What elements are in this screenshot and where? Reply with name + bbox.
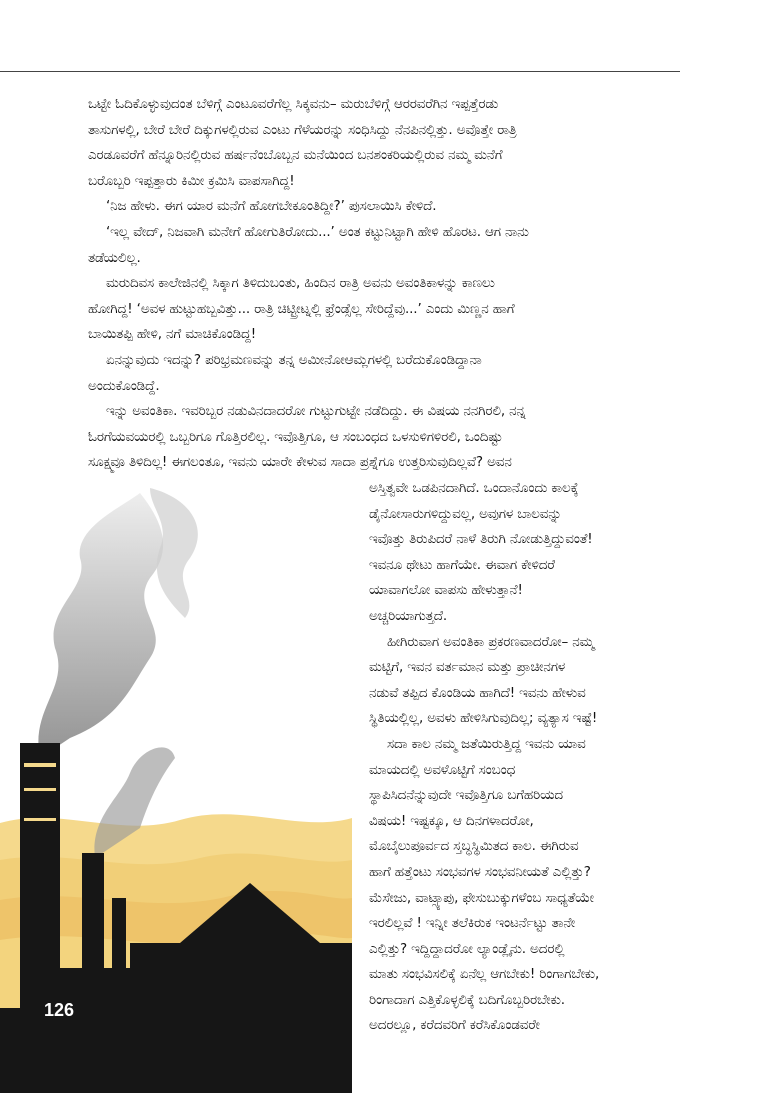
chimney-band xyxy=(24,763,56,767)
page-number: 126 xyxy=(44,1000,75,1020)
text-line: ಅಸ್ತಿತ್ವವೇ ಒಡಪಿನದಾಗಿದೆ. ಒಂದಾನೊಂದು ಕಾಲಕ್ಕೆ xyxy=(369,480,579,496)
text-line: ಮಾತು ಸಂಭವಿಸಲಿಕ್ಕೆ ಏನೆಲ್ಲ ಆಗಬೇಕು! ರಿಂಗಾಗಬೇಕು, xyxy=(369,966,600,983)
body-text-top xyxy=(88,92,529,476)
text-line: ಹೋಗಿದ್ದ! ‘ಅವಳ ಹುಟ್ಟುಹಬ್ಬವಿತ್ತು... ರಾತ್ರಿ ಚಿಟ್ಟ್ರೀಟ್ನಲ್ಲಿ ಫ್ರೆಂಡ್ಸೆಲ್ಲ ಸೇರಿದ್ದೆವು...’ ಎಂದು ಮಿಣ್ಣನ ಹಾಗೆ xyxy=(88,300,515,317)
chimney-band xyxy=(24,788,56,791)
text-line: ಎರಡೂವರೆಗೆ ಹೆನ್ನೂರಿನಲ್ಲಿರುವ ಹರ್ಷನೆಂಬೊಬ್ಬನ ಮನೆಯಿಂದ ಬನಶಂಕರಿಯಲ್ಲಿರುವ ನಮ್ಮ ಮನೆಗೆ xyxy=(88,147,503,164)
factory-building xyxy=(60,968,150,1093)
text-line: ‘ನಿಜ ಹೇಳು. ಈಗ ಯಾರ ಮನೆಗೆ ಹೋಗಬೇಕೂಂತಿದ್ದೀ?’ ಪುಸಲಾಯಿಸಿ ಕೇಳಿದೆ. xyxy=(106,198,437,215)
text-line: ತಾಸುಗಳಲ್ಲಿ, ಬೇರೆ ಬೇರೆ ದಿಕ್ಕುಗಳಲ್ಲಿರುವ ಎಂಟು ಗೆಳೆಯರನ್ನು ಸಂಧಿಸಿದ್ದು ನೆನಪಿನಲ್ಲಿತ್ತು. ಅವೊತ್ತೇ ರಾತ್ರಿ xyxy=(88,121,517,138)
text-line: ಮರುದಿವಸ ಕಾಲೇಜಿನಲ್ಲಿ ಸಿಕ್ಕಾಗ ತಿಳಿದುಬಂತು, ಹಿಂದಿನ ರಾತ್ರಿ ಅವನು ಅವಂತಿಕಾಳನ್ನು ಕಾಣಲು xyxy=(106,275,495,292)
text-line: ಅಂದುಕೊಂಡಿದ್ದೆ. xyxy=(88,377,160,394)
text-line: ವಿಷಯ! ಇಷ್ಟಕ್ಕೂ, ಆ ದಿನಗಳಾದರೋ, xyxy=(369,812,534,829)
body-text-right xyxy=(369,476,599,1039)
text-line: ಸದಾ ಕಾಲ ನಮ್ಮ ಜತೆಯಿರುತ್ತಿದ್ದ ಇವನು ಯಾವ xyxy=(387,735,586,752)
text-line: ಸ್ಥಾಪಿಸಿದನೆನ್ನುವುದೇ ಇವೊತ್ತಿಗೂ ಬಗೆಹರಿಯದ xyxy=(369,787,563,804)
text-line: ಅಚ್ಚರಿಯಾಗುತ್ತದೆ. xyxy=(369,607,448,624)
chimney-band xyxy=(24,818,56,821)
text-line: ಇನ್ನು ಅವಂತಿಕಾ. ಇವರಿಬ್ಬರ ನಡುವಿನದಾದರೋ ಗುಟ್ಟುಗುಟ್ಟೇ ನಡೆದಿದ್ದು. ಈ ವಿಷಯ ನನಗಿರಲಿ, ನನ್ನ xyxy=(106,403,526,420)
text-line: ನಡುವೆ ತಪ್ಪಿದ ಕೊಂಡಿಯ ಹಾಗಿದೆ! ಇವನು ಹೇಳುವ xyxy=(369,684,586,701)
text-line: ಯಾವಾಗಲೋ ವಾಪಸು ಹೇಳುತ್ತಾನೆ! xyxy=(369,582,523,599)
text-line: ತಡೆಯಲಿಲ್ಲ. xyxy=(88,249,141,266)
text-line: ಬರೊಬ್ಬರಿ ಇಪ್ಪತ್ತಾರು ಕಿಮೀ ಕ್ರಮಿಸಿ ವಾಪಸಾಗಿದ್ದ! xyxy=(88,172,295,189)
text-line: ಇವೊತ್ತು ತಿರುಪಿದರೆ ನಾಳೆ ತಿರುಗಿ ನೋಡುತ್ತಿದ್ದುವಂತೆ! xyxy=(369,531,593,548)
text-line: ಹಾಗೆ ಹತ್ತೆಂಟು ಸಂಭವಗಳ ಸಂಭವನೀಯತೆ ಎಲ್ಲಿತ್ತು? xyxy=(369,863,591,880)
smoke-plume xyxy=(38,493,163,758)
text-line: ಒಟ್ಟೇ ಓದಿಕೊಳ್ಳುವುದಂತ ಬೆಳಿಗ್ಗೆ ಎಂಟೂವರೆಗೆಲ್ಲ ಸಿಕ್ಕವನು– ಮರುಬೆಳಿಗ್ಗೆ ಆರರವರೆಗಿನ ಇಪ್ಪತ್ತೆರಡು xyxy=(88,96,499,112)
text-line: ಮೊಬೈಲುಪೂರ್ವದ ಸ್ತಬ್ಧಸ್ಥಿಮಿತದ ಕಾಲ. ಈಗಿರುವ xyxy=(369,838,579,855)
text-line: ಇರಲಿಲ್ಲವೆ ! ಇನ್ನೀ ತಲೆಕಿರುಕ ಇಂಟರ್ನೆಟ್ಟು ತಾನೇ xyxy=(369,915,576,932)
text-line: ಬಾಯಿತಪ್ಪಿ ಹೇಳಿ, ನಗೆ ಮಾಚಿಕೊಂಡಿದ್ದ! xyxy=(88,326,257,343)
text-line: ಮಟ್ಟಿಗೆ, ಇವನ ವರ್ತಮಾನ ಮತ್ತು ಪ್ರಾಚೀನಗಳ xyxy=(369,659,566,676)
text-line: ಹೀಗಿರುವಾಗ ಅವಂತಿಕಾ ಪ್ರಕರಣವಾದರೋ– ನಮ್ಮ xyxy=(387,633,595,650)
top-rule xyxy=(0,71,680,72)
text-line: ಮೆಸೇಜು, ವಾಟ್ಸ್ಯಾಪು, ಫೇಸುಬುಕ್ಕುಗಳೆಂಬ ಸಾಧ್ಯತೆಯೇ xyxy=(369,889,594,906)
text-line: ರಿಂಗಾದಾಗ ಎತ್ತಿಕೊಳ್ಳಲಿಕ್ಕೆ ಬದಿಗೊಬ್ಬರಿರಬೇಕು. xyxy=(369,991,565,1008)
text-line: ಡೈನೋಸಾರುಗಳಿದ್ದುವಲ್ಲ, ಅವುಗಳ ಬಾಲವನ್ನು xyxy=(369,505,562,522)
text-line: ಸೂಕ್ಷ್ಮವೂ ತಿಳಿದಿಲ್ಲ! ಈಗಲಂತೂ, ಇವನು ಯಾರೇ ಕೇಳುವ ಸಾದಾ ಪ್ರಶ್ನೆಗೂ ಉತ್ತರಿಸುವುದಿಲ್ಲವೆ? ಅವನ xyxy=(88,454,512,471)
text-line: ‘ಇಲ್ಲ ವೇದ್, ನಿಜವಾಗಿ ಮನೇಗೆ ಹೋಗುತಿರೋದು...’ ಅಂತ ಕಟ್ಟುನಿಟ್ಟಾಗಿ ಹೇಳಿ ಹೊರಟ. ಆಗ ನಾನು xyxy=(106,223,529,240)
text-line: ಎಲ್ಲಿತ್ತು? ಇದ್ದಿದ್ದಾದರೋ ಲ್ಯಾಂಡ್ಲೈನು. ಅದರಲ್ಲಿ xyxy=(369,940,565,957)
text-line: ಓರಗೆಯವಯರಲ್ಲಿ ಒಬ್ಬರಿಗೂ ಗೊತ್ತಿರಲಿಲ್ಲ. ಇವೊತ್ತಿಗೂ, ಆ ಸಂಬಂಧದ ಒಳಸುಳಿಗಳಿರಲಿ, ಒಂದಿಷ್ಟು xyxy=(88,428,503,445)
text-line: ಅದರಲ್ಲೂ, ಕರೆದವರಿಗೆ ಕರೆಸಿಕೊಂಡವರೇ xyxy=(369,1017,540,1034)
text-line: ಏನನ್ನುವುದು ಇದನ್ನು? ಪರಿಭ್ರಮಣವನ್ನು ತನ್ನ ಅಮೀನೋಆಮ್ಲಗಳಲ್ಲಿ ಬರೆದುಕೊಂಡಿದ್ದಾನಾ xyxy=(106,351,482,368)
text-line: ಇವನೂ ಥೇಟು ಹಾಗೆಯೇ. ಈವಾಗ ಕೇಳಿದರೆ xyxy=(369,556,555,573)
text-line: ಮಾಯದಲ್ಲಿ ಅವಳೊಟ್ಟಿಗೆ ಸಂಬಂಧ xyxy=(369,761,516,778)
text-line: ಸ್ಥಿತಿಯಲ್ಲಿಲ್ಲ, ಅವಳು ಹೇಳಿಸಿಗುವುದಿಲ್ಲ; ವ್ಯತ್ಯಾಸ ಇಷ್ಟೆ! xyxy=(369,710,598,727)
